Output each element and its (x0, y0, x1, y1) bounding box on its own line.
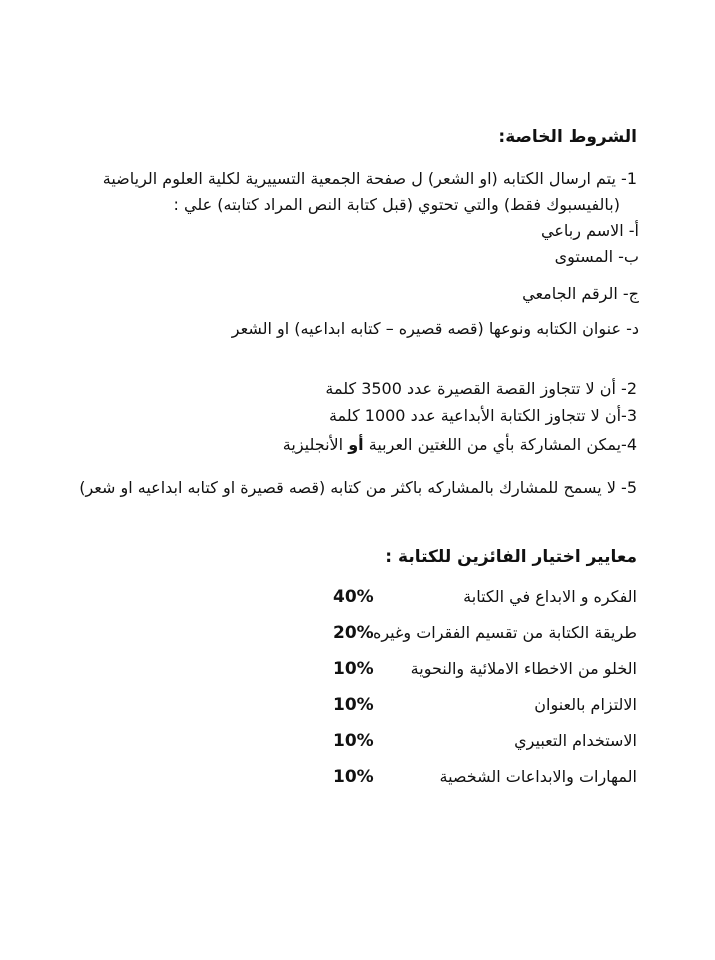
criteria-label: الفكره و الابداع في الكتابة (463, 587, 637, 606)
condition-1-sub-c: ج- الرقم الجامعي (522, 284, 639, 303)
criteria-value: 20% (333, 623, 374, 643)
criteria-value: 10% (333, 767, 374, 787)
condition-4-end: الأنجليزية (282, 435, 344, 454)
criteria-title: معايير اختيار الفائزين للكتابة : (385, 547, 637, 567)
criteria-label: طريقة الكتابة من تقسيم الفقرات وغيره (372, 623, 637, 642)
condition-2: 2- أن لا تتجاوز القصة القصيرة عدد 3500 كلمة (325, 379, 637, 398)
special-conditions-title: الشروط الخاصة: (498, 127, 637, 147)
criteria-label: الاستخدام التعبيري (514, 731, 637, 750)
condition-1-sub-b: ب- المستوى (554, 247, 639, 266)
criteria-label: الخلو من الاخطاء الاملائية والنحوية (410, 659, 637, 678)
criteria-label: المهارات والابداعات الشخصية (439, 767, 637, 786)
condition-4-or: أو (348, 435, 364, 454)
criteria-value: 10% (333, 659, 374, 679)
condition-1-line-1: 1- يتم ارسال الكتابه (او الشعر) ل صفحة الجمعية التسييرية لكلية العلوم الرياضية (102, 169, 637, 188)
condition-1-line-2: (بالفيسبوك فقط) والتي تحتوي (قبل كتابة النص المراد كتابته) علي : (173, 195, 620, 214)
criteria-value: 10% (333, 731, 374, 751)
condition-1-sub-a: أ- الاسم رباعي (541, 221, 639, 240)
condition-1-sub-d: د- عنوان الكتابه ونوعها (قصه قصيره – كتابه ابداعيه) او الشعر (231, 319, 639, 338)
condition-4-start: 4-يمكن المشاركة بأي من اللغتين العربية (368, 435, 637, 454)
criteria-value: 10% (333, 695, 374, 715)
condition-3: 3-أن لا تتجاوز الكتابة الأبداعية عدد 1000 كلمة (328, 406, 637, 425)
criteria-value: 40% (333, 587, 374, 607)
criteria-label: الالتزام بالعنوان (534, 695, 637, 714)
condition-4 (283, 434, 637, 456)
condition-5: 5- لا يسمح للمشارك بالمشاركه باكثر من كتابه (قصه قصيرة او كتابه ابداعيه او شعر) (79, 478, 637, 497)
